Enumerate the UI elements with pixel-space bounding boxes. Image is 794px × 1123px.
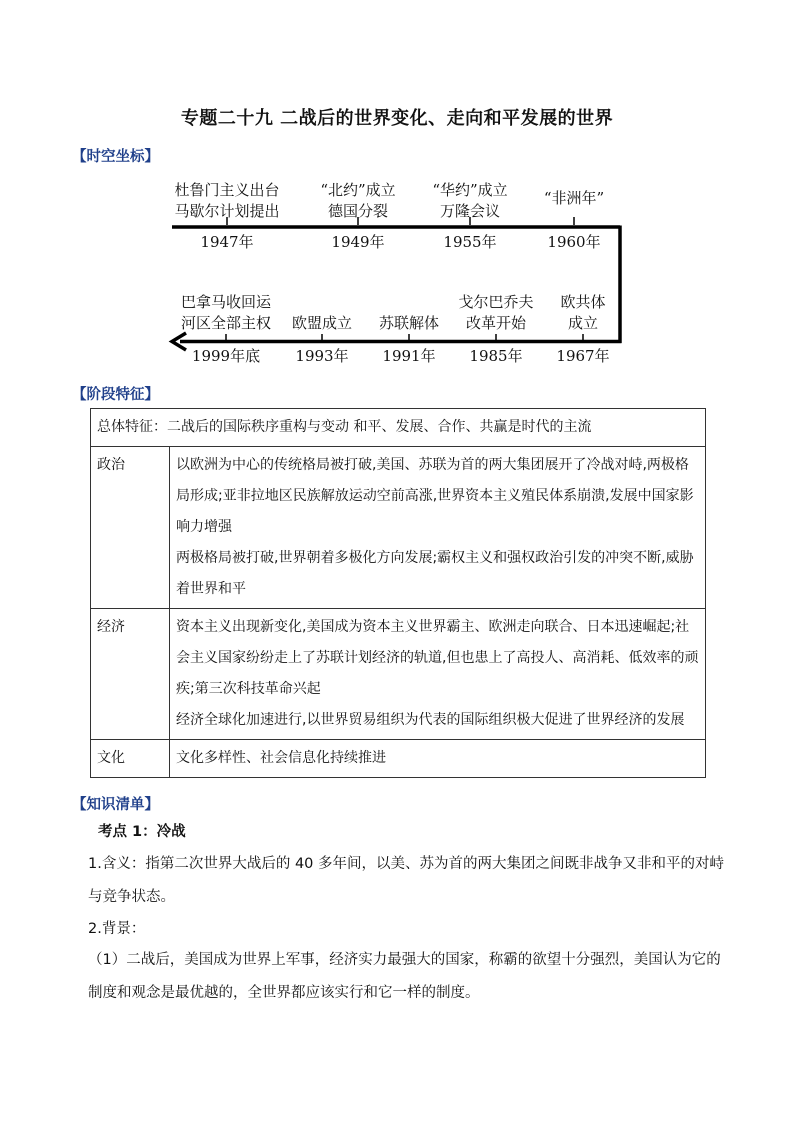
timeline-event-bottom-4 [458, 293, 533, 365]
event-label: 苏联解体 [378, 314, 440, 332]
event-label: 德国分裂 [327, 202, 389, 220]
economy-paragraph-2: 经济全球化加速进行,以世界贸易组织为代表的国际组织极大促进了世界经济的发展 [176, 712, 685, 728]
culture-content [170, 740, 706, 778]
event-label: 戈尔巴乔夫 [458, 293, 534, 311]
table-row-culture [91, 740, 706, 778]
event-label: “华约”成立 [432, 181, 508, 199]
category-economy: 经济 [91, 609, 170, 740]
culture-paragraph-1: 文化多样性、社会信息化持续推进 [176, 750, 386, 766]
event-year: 1999年底 [191, 347, 261, 365]
timeline-diagram [0, 0, 794, 380]
timeline-event-top-3 [432, 181, 507, 251]
event-year: 1960年 [547, 233, 601, 251]
event-label: 马歇尔计划提出 [174, 202, 280, 220]
knowledge-point-title: 考点 1：冷战 [98, 824, 186, 840]
section-label-features: 【阶段特征】 [72, 387, 159, 403]
page-title: 专题二十九 二战后的世界变化、走向和平发展的世界 [180, 108, 614, 129]
event-label: “非洲年” [543, 189, 605, 207]
timeline-event-bottom-5 [556, 293, 609, 365]
event-year: 1955年 [443, 233, 497, 251]
category-politics: 政治 [91, 447, 170, 609]
timeline-event-bottom-2 [292, 314, 352, 365]
event-year: 1949年 [331, 233, 385, 251]
event-label: 欧盟成立 [291, 314, 353, 332]
event-label: 杜鲁门主义出台 [174, 181, 280, 199]
event-year: 1991年 [382, 347, 436, 365]
event-label: “北约”成立 [320, 181, 396, 199]
event-year: 1967年 [556, 347, 610, 365]
politics-paragraph-2: 两极格局被打破,世界朝着多极化方向发展;霸权主义和强权政治引发的冲突不断,威胁着世界和平 [176, 550, 694, 597]
timeline-event-bottom-1 [181, 293, 272, 365]
section-label-timeline: 【时空坐标】 [72, 149, 159, 165]
event-label: 成立 [567, 314, 599, 332]
event-year: 1985年 [469, 347, 523, 365]
event-label: 万隆会议 [439, 202, 501, 220]
table-row-politics [91, 447, 706, 609]
event-label: 河区全部主权 [180, 314, 272, 332]
timeline-event-bottom-3 [379, 314, 439, 365]
politics-paragraph-1: 以欧洲为中心的传统格局被打破,美国、苏联为首的两大集团展开了冷战对峙,两极格局形成;亚非拉地区民族解放运动空前高涨,世界资本主义殖民体系崩溃,发展中国家影响力增强 [176, 457, 694, 535]
economy-paragraph-1: 资本主义出现新变化,美国成为资本主义世界霸主、欧洲走向联合、日本迅速崛起;社会主义国家纷纷走上了苏联计划经济的轨道,但也患上了高投人、高消耗、低效率的顽疾;第三次科技革命兴起 [176, 619, 699, 697]
timeline-event-top-4 [544, 189, 604, 251]
features-table [90, 408, 706, 778]
background-heading: 2.背景： [88, 921, 146, 937]
definition-paragraph: 1.含义：指第二次世界大战后的 40 多年间，以美、苏为首的两大集团之间既非战争又非和平的对峙与竞争状态。 [88, 856, 724, 905]
event-year: 1947年 [200, 233, 254, 251]
event-year: 1993年 [295, 347, 349, 365]
politics-content [170, 447, 706, 609]
background-paragraph-1: （1）二战后，美国成为世界上军事，经济实力最强大的国家，称霸的欲望十分强烈，美国认为它的制度和观念是最优越的，全世界都应该实行和它一样的制度。 [88, 952, 721, 1001]
event-label: 巴拿马收回运 [180, 293, 272, 311]
timeline-event-top-1 [174, 181, 279, 251]
table-row-overall [91, 409, 706, 447]
table-row-economy [91, 609, 706, 740]
category-culture: 文化 [91, 740, 170, 778]
event-label: 改革开始 [465, 314, 527, 332]
economy-content [170, 609, 706, 740]
event-label: 欧共体 [560, 293, 606, 311]
section-label-knowledge: 【知识清单】 [72, 797, 159, 813]
overall-feature: 总体特征：二战后的国际秩序重构与变动 和平、发展、合作、共赢是时代的主流 [91, 409, 706, 447]
timeline-event-top-2 [320, 181, 395, 251]
